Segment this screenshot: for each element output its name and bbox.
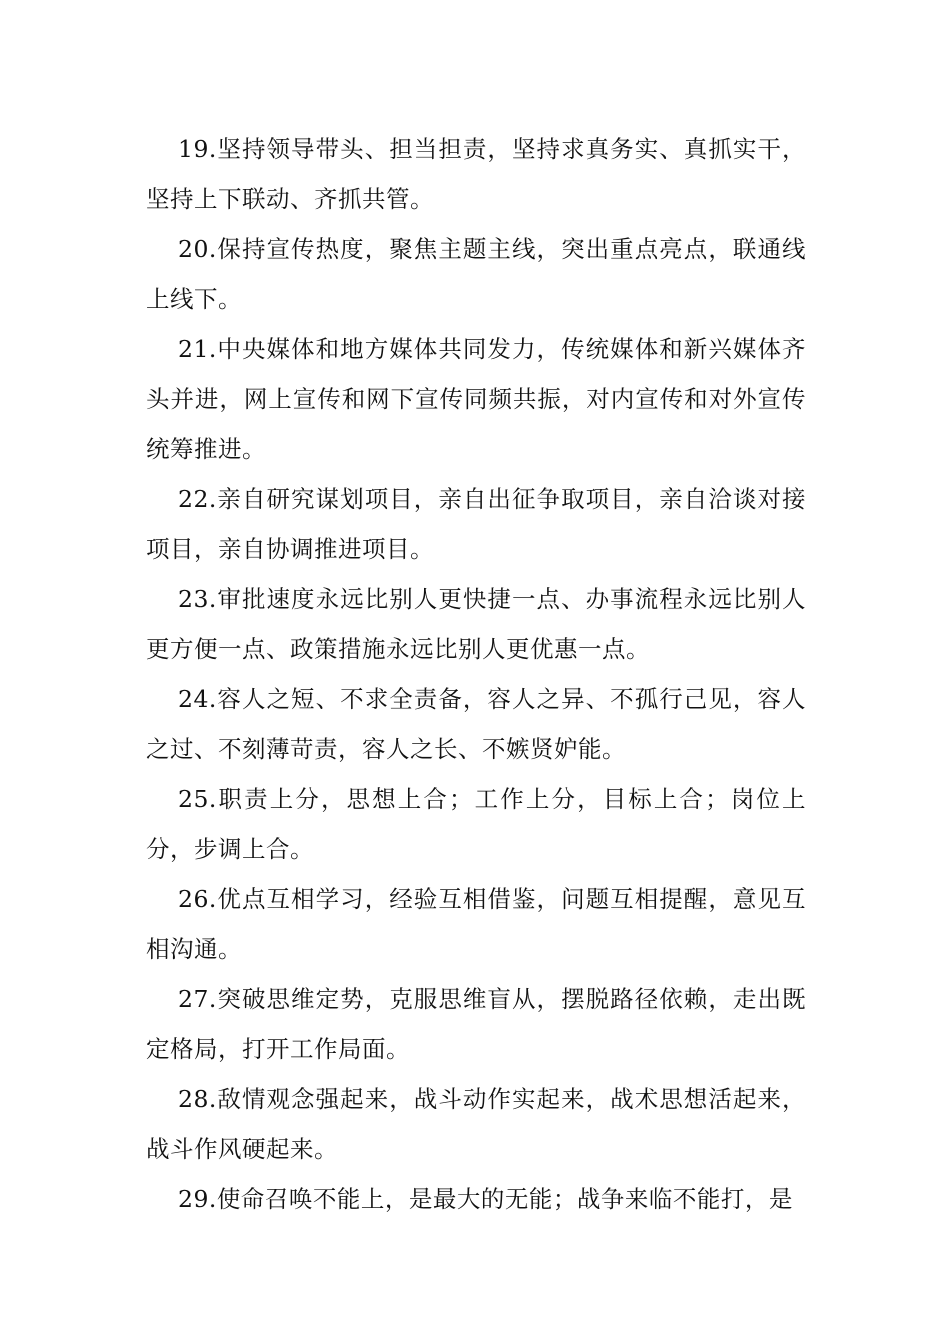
paragraph-29: 29.使命召唤不能上，是最大的无能；战争来临不能打，是 [178,1185,793,1213]
paragraph-28: 28.敌情观念强起来，战斗动作实起来，战术思想活起来，战斗作风硬起来。 [146,1085,806,1163]
paragraph-26: 26.优点互相学习，经验互相借鉴，问题互相提醒，意见互相沟通。 [146,885,806,963]
document-body [146,124,806,1224]
paragraph-27: 27.突破思维定势，克服思维盲从，摆脱路径依赖，走出既定格局，打开工作局面。 [146,985,806,1063]
paragraph-24: 24.容人之短、不求全责备，容人之异、不孤行己见，容人之过、不刻薄苛责，容人之长、不嫉贤妒能。 [146,685,806,763]
paragraph-23: 23.审批速度永远比别人更快捷一点、办事流程永远比别人更方便一点、政策措施永远比别人更优惠一点。 [146,585,806,663]
paragraph-21: 21.中央媒体和地方媒体共同发力，传统媒体和新兴媒体齐头并进，网上宣传和网下宣传同频共振，对内宣传和对外宣传统筹推进。 [146,335,806,463]
paragraph-25: 25.职责上分，思想上合；工作上分，目标上合；岗位上分，步调上合。 [146,785,806,863]
paragraph-19: 19.坚持领导带头、担当担责，坚持求真务实、真抓实干，坚持上下联动、齐抓共管。 [146,135,806,213]
paragraph-20: 20.保持宣传热度，聚焦主题主线，突出重点亮点，联通线上线下。 [146,235,806,313]
paragraph-22: 22.亲自研究谋划项目，亲自出征争取项目，亲自洽谈对接项目，亲自协调推进项目。 [146,485,806,563]
